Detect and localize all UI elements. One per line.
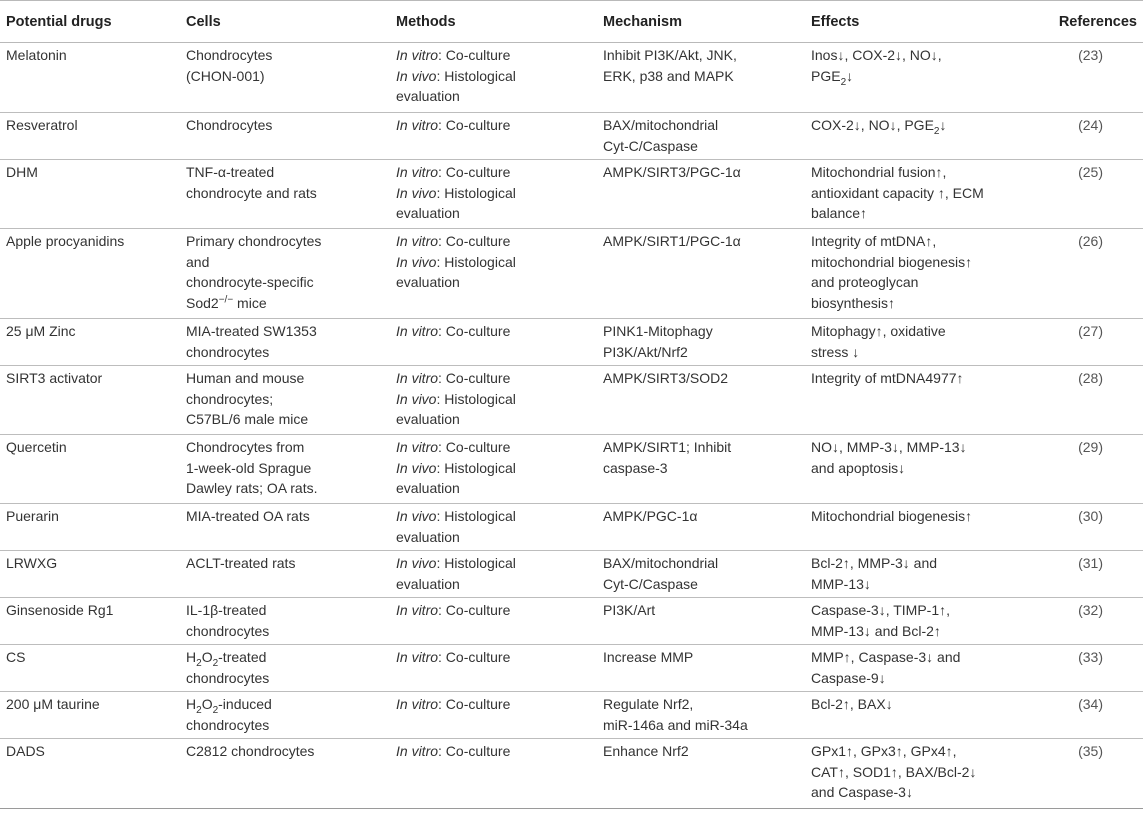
- mechanism-line: Enhance Nrf2: [603, 743, 689, 759]
- cell-drug: Ginsenoside Rg1: [6, 602, 114, 618]
- mechanism-line: Increase MMP: [603, 649, 694, 665]
- methods-line: In vivo: Histological: [396, 555, 516, 571]
- method-prefix: In vitro: [396, 649, 439, 665]
- table-row: [0, 160, 1143, 229]
- cells-line: C2812 chondrocytes: [186, 743, 315, 759]
- cell-cells: [180, 319, 390, 366]
- methods-line: evaluation: [396, 274, 460, 291]
- cell-mechanism: [597, 229, 805, 319]
- cell-mechanism: [597, 598, 805, 645]
- mechanism-line: AMPK/SIRT3/SOD2: [603, 370, 729, 386]
- cell-reference: (30): [1078, 508, 1103, 524]
- table-row: [0, 319, 1143, 366]
- method-prefix: In vivo: [396, 184, 437, 201]
- methods-line: In vivo: Histological: [396, 390, 516, 407]
- effects-line: MMP↑, Caspase-3↓ and: [811, 649, 961, 665]
- cells-line: chondrocyte-specific: [186, 274, 314, 291]
- cell-reference: (33): [1078, 649, 1103, 665]
- cell-cells: [180, 113, 390, 160]
- cell-effects: [805, 504, 1020, 551]
- header-references: References: [1058, 13, 1137, 30]
- methods-line: evaluation: [396, 480, 460, 497]
- mechanism-line: AMPK/SIRT1; Inhibit: [603, 439, 732, 455]
- table-row: [0, 598, 1143, 645]
- methods-line: In vitro: Co-culture: [396, 117, 511, 133]
- method-prefix: In vivo: [396, 459, 437, 476]
- method-prefix: In vivo: [396, 390, 437, 407]
- cells-line: TNF-α-treated: [186, 164, 275, 180]
- mechanism-line: Cyt-C/Caspase: [603, 137, 698, 154]
- table-row: [0, 645, 1143, 692]
- mechanism-line: AMPK/PGC-1α: [603, 508, 698, 524]
- cell-methods: [390, 551, 597, 598]
- cell-methods: [390, 645, 597, 692]
- cells-line: 1-week-old Sprague: [186, 459, 312, 476]
- cell-cells: [180, 435, 390, 504]
- cells-line: $H_2O_2$-induced: [186, 696, 272, 716]
- effects-line: CAT↑, SOD1↑, BAX/Bcl-2↓: [811, 763, 977, 780]
- cell-cells: [180, 692, 390, 739]
- cells-line: chondrocytes: [186, 669, 270, 686]
- mechanism-line: PI3K/Art: [603, 602, 656, 618]
- method-prefix: In vitro: [396, 602, 439, 618]
- methods-line: In vitro: Co-culture: [396, 439, 511, 455]
- effects-line: mitochondrial biogenesis↑: [811, 253, 973, 270]
- effects-line: balance↑: [811, 205, 868, 222]
- cell-methods: [390, 43, 597, 113]
- cell-methods: [390, 739, 597, 809]
- effects-line: MMP-13↓ and Bcl-2↑: [811, 622, 941, 639]
- cell-drug: Apple procyanidins: [6, 233, 125, 249]
- cell-mechanism: [597, 551, 805, 598]
- cells-line: ACLT-treated rats: [186, 555, 296, 571]
- method-prefix: In vitro: [396, 696, 439, 712]
- method-prefix: In vitro: [396, 323, 439, 339]
- cells-line: MIA-treated OA rats: [186, 508, 310, 524]
- table-row: [0, 739, 1143, 809]
- cells-line: chondrocytes;: [186, 390, 274, 407]
- method-prefix: In vivo: [396, 67, 437, 84]
- cell-cells: [180, 366, 390, 435]
- cell-cells: [180, 229, 390, 319]
- method-prefix: In vivo: [396, 555, 437, 571]
- methods-line: In vitro: Co-culture: [396, 602, 511, 618]
- mechanism-line: Cyt-C/Caspase: [603, 575, 698, 592]
- effects-line: stress ↓: [811, 343, 860, 360]
- mechanism-line: miR-146a and miR-34a: [603, 716, 748, 733]
- effects-line: Mitochondrial biogenesis↑: [811, 508, 973, 524]
- table-header-row: [0, 1, 1143, 43]
- method-prefix: In vivo: [396, 508, 437, 524]
- mechanism-line: PINK1-Mitophagy: [603, 323, 713, 339]
- table-row: [0, 551, 1143, 598]
- cell-cells: [180, 160, 390, 229]
- cells-line: and: [186, 253, 210, 270]
- cell-methods: [390, 229, 597, 319]
- mechanism-line: PI3K/Akt/Nrf2: [603, 343, 688, 360]
- cell-reference: (23): [1078, 47, 1103, 63]
- effects-line: antioxidant capacity ↑, ECM: [811, 184, 984, 201]
- cell-drug: Puerarin: [6, 508, 59, 524]
- cell-drug: Melatonin: [6, 47, 67, 63]
- effects-line: Integrity of mtDNA↑,: [811, 233, 937, 249]
- cell-methods: [390, 160, 597, 229]
- effects-line: Caspase-9↓: [811, 669, 886, 686]
- cell-drug: 25 μM Zinc: [6, 323, 76, 339]
- methods-line: In vitro: Co-culture: [396, 233, 511, 249]
- methods-line: In vitro: Co-culture: [396, 743, 511, 759]
- cell-reference: (27): [1078, 323, 1103, 339]
- method-prefix: In vitro: [396, 439, 439, 455]
- cell-reference: (24): [1078, 117, 1103, 133]
- effects-line: Mitophagy↑, oxidative: [811, 323, 946, 339]
- cell-effects: [805, 692, 1020, 739]
- cell-drug: 200 μM taurine: [6, 696, 100, 712]
- methods-line: In vitro: Co-culture: [396, 164, 511, 180]
- table-row: [0, 43, 1143, 113]
- cell-reference: (29): [1078, 439, 1103, 455]
- effects-line: COX-2↓, NO↓, $PGE_2↓$: [811, 117, 947, 137]
- cell-mechanism: [597, 692, 805, 739]
- method-prefix: In vitro: [396, 233, 439, 249]
- method-prefix: In vitro: [396, 743, 439, 759]
- methods-line: In vitro: Co-culture: [396, 47, 511, 63]
- methods-line: In vitro: Co-culture: [396, 696, 511, 712]
- cells-line: Chondrocytes: [186, 117, 273, 133]
- method-prefix: In vitro: [396, 117, 439, 133]
- cell-reference: (25): [1078, 164, 1103, 180]
- cell-drug: DHM: [6, 164, 38, 180]
- cell-effects: [805, 739, 1020, 809]
- cells-line: Human and mouse: [186, 370, 305, 386]
- cell-drug: LRWXG: [6, 555, 58, 571]
- cell-drug: Quercetin: [6, 439, 67, 455]
- cell-reference: (28): [1078, 370, 1103, 386]
- cell-effects: [805, 598, 1020, 645]
- cells-line: C57BL/6 male mice: [186, 411, 309, 428]
- effects-line: MMP-13↓: [811, 575, 871, 592]
- cell-reference: (26): [1078, 233, 1103, 249]
- mechanism-line: BAX/mitochondrial: [603, 117, 719, 133]
- cell-mechanism: [597, 43, 805, 113]
- cell-methods: [390, 319, 597, 366]
- cell-mechanism: [597, 113, 805, 160]
- methods-line: evaluation: [396, 575, 460, 592]
- effects-line: biosynthesis↑: [811, 295, 896, 312]
- mechanism-line: ERK, p38 and MAPK: [603, 67, 734, 84]
- effects-line: Bcl-2↑, BAX↓: [811, 696, 893, 712]
- methods-line: evaluation: [396, 205, 460, 222]
- mechanism-line: AMPK/SIRT3/PGC-1α: [603, 164, 741, 180]
- cell-cells: [180, 645, 390, 692]
- cell-methods: [390, 504, 597, 551]
- method-prefix: In vitro: [396, 47, 439, 63]
- cell-effects: [805, 366, 1020, 435]
- cell-effects: [805, 160, 1020, 229]
- methods-line: In vitro: Co-culture: [396, 323, 511, 339]
- mechanism-line: Regulate Nrf2,: [603, 696, 694, 712]
- cell-drug: CS: [6, 649, 26, 665]
- effects-line: Mitochondrial fusion↑,: [811, 164, 947, 180]
- methods-line: evaluation: [396, 528, 460, 545]
- cell-effects: [805, 435, 1020, 504]
- table-row: [0, 366, 1143, 435]
- effects-line: Integrity of mtDNA4977↑: [811, 370, 964, 386]
- effects-line: $PGE_2↓$: [811, 67, 854, 88]
- cell-effects: [805, 551, 1020, 598]
- cell-effects: [805, 645, 1020, 692]
- cell-mechanism: [597, 504, 805, 551]
- cells-line: $H_2O_2$-treated: [186, 649, 267, 669]
- effects-line: Inos↓, COX-2↓, NO↓,: [811, 47, 942, 63]
- cells-line: (CHON-001): [186, 67, 265, 84]
- cells-line: IL-1β-treated: [186, 602, 267, 618]
- cell-drug: SIRT3 activator: [6, 370, 103, 386]
- cell-mechanism: [597, 435, 805, 504]
- cell-effects: [805, 229, 1020, 319]
- header-effects: Effects: [811, 13, 860, 30]
- cell-methods: [390, 113, 597, 160]
- cells-line: Sod2−/− mice: [186, 294, 267, 312]
- effects-line: and apoptosis↓: [811, 459, 906, 476]
- cell-mechanism: [597, 160, 805, 229]
- cell-drug: DADS: [6, 743, 45, 759]
- cell-effects: [805, 319, 1020, 366]
- effects-line: NO↓, MMP-3↓, MMP-13↓: [811, 439, 967, 455]
- table-row: [0, 229, 1143, 319]
- header-methods: Methods: [396, 13, 456, 30]
- cell-cells: [180, 739, 390, 809]
- cell-mechanism: [597, 739, 805, 809]
- cell-mechanism: [597, 645, 805, 692]
- cell-reference: (34): [1078, 696, 1103, 712]
- cells-line: Primary chondrocytes: [186, 233, 322, 249]
- methods-line: evaluation: [396, 88, 460, 105]
- methods-line: In vivo: Histological: [396, 508, 516, 524]
- cells-line: MIA-treated SW1353: [186, 323, 317, 339]
- cells-line: chondrocyte and rats: [186, 184, 317, 201]
- cells-line: chondrocytes: [186, 622, 270, 639]
- mechanism-line: caspase-3: [603, 459, 668, 476]
- header-mechanism: Mechanism: [603, 13, 682, 30]
- table-row: [0, 504, 1143, 551]
- table-body: [0, 43, 1143, 809]
- methods-line: In vivo: Histological: [396, 184, 516, 201]
- methods-line: In vitro: Co-culture: [396, 370, 511, 386]
- header-drugs: Potential drugs: [6, 13, 112, 30]
- cell-reference: (31): [1078, 555, 1103, 571]
- mechanism-line: BAX/mitochondrial: [603, 555, 719, 571]
- cell-mechanism: [597, 366, 805, 435]
- cell-cells: [180, 504, 390, 551]
- cell-effects: [805, 113, 1020, 160]
- cell-drug: Resveratrol: [6, 117, 78, 133]
- methods-line: In vitro: Co-culture: [396, 649, 511, 665]
- cell-reference: (32): [1078, 602, 1103, 618]
- cell-cells: [180, 551, 390, 598]
- cells-line: Chondrocytes from: [186, 439, 305, 455]
- cell-methods: [390, 692, 597, 739]
- methods-line: evaluation: [396, 411, 460, 428]
- effects-line: GPx1↑, GPx3↑, GPx4↑,: [811, 743, 957, 759]
- mechanism-line: AMPK/SIRT1/PGC-1α: [603, 233, 741, 249]
- method-prefix: In vitro: [396, 164, 439, 180]
- methods-line: In vivo: Histological: [396, 67, 516, 84]
- cell-cells: [180, 43, 390, 113]
- cells-line: chondrocytes: [186, 343, 270, 360]
- cells-line: Chondrocytes: [186, 47, 273, 63]
- effects-line: Bcl-2↑, MMP-3↓ and: [811, 555, 938, 571]
- cells-line: chondrocytes: [186, 716, 270, 733]
- cell-mechanism: [597, 319, 805, 366]
- header-cells: Cells: [186, 13, 221, 30]
- cell-methods: [390, 435, 597, 504]
- table-row: [0, 435, 1143, 504]
- method-prefix: In vivo: [396, 253, 437, 270]
- effects-line: Caspase-3↓, TIMP-1↑,: [811, 602, 951, 618]
- effects-line: and proteoglycan: [811, 274, 919, 291]
- table-row: [0, 113, 1143, 160]
- cell-methods: [390, 366, 597, 435]
- cell-methods: [390, 598, 597, 645]
- table-row: [0, 692, 1143, 739]
- methods-line: In vivo: Histological: [396, 459, 516, 476]
- effects-line: and Caspase-3↓: [811, 784, 913, 801]
- cell-cells: [180, 598, 390, 645]
- cell-reference: (35): [1078, 743, 1103, 759]
- method-prefix: In vitro: [396, 370, 439, 386]
- methods-line: In vivo: Histological: [396, 253, 516, 270]
- mechanism-line: Inhibit PI3K/Akt, JNK,: [603, 47, 737, 63]
- cell-effects: [805, 43, 1020, 113]
- cells-line: Dawley rats; OA rats.: [186, 480, 318, 497]
